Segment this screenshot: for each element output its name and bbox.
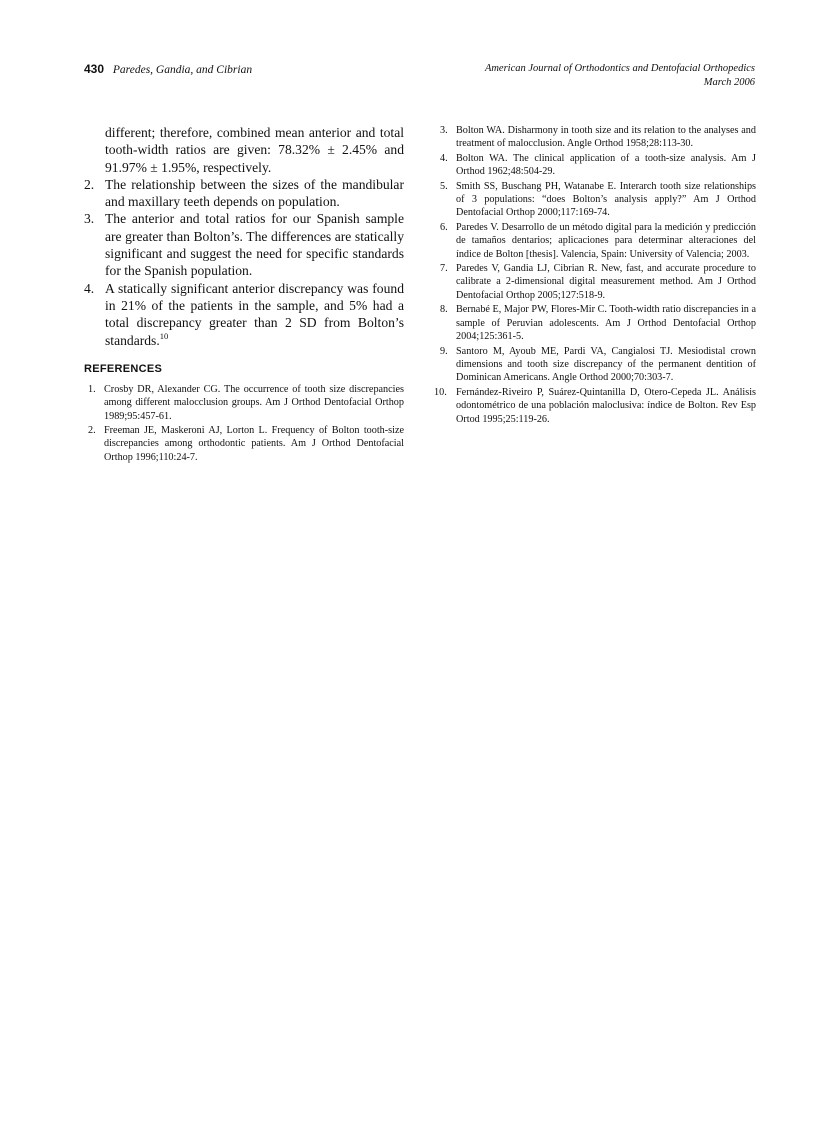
reference-item (436, 124, 756, 151)
reference-text: Freeman JE, Maskeroni AJ, Lorton L. Frequency of Bolton tooth-size discrepancies among orthodontic patients. Am J Orthod Dentofacial Orthop 1996;110:24-7. (104, 425, 404, 463)
running-head (84, 62, 755, 98)
conclusion-number: 3. (84, 211, 95, 227)
references-list-left (84, 383, 404, 464)
conclusion-number: 4. (84, 280, 95, 296)
reference-text: Paredes V. Desarrollo de un método digital para la medición y predicción de tamaños dentarios; aplicaciones para determinar alteraciones del índice de Bolton [thesis]. Valencia, Spain: University of Valencia; 2003. (456, 221, 756, 260)
reference-text: Bernabé E, Major PW, Flores-Mir C. Tooth-width ratio discrepancies in a sample of Peruvian adolescents. Am J Orthod Dentofacial Orthop 2004;125:361-5. (456, 304, 756, 343)
citation-superscript: 10 (159, 330, 169, 341)
reference-item (84, 383, 404, 423)
journal-title: American Journal of Orthodontics and Dentofacial Orthopedics (484, 63, 755, 74)
reference-number: 5. (440, 180, 448, 192)
running-head-right (485, 62, 755, 90)
conclusion-text: The anterior and total ratios for our Spanish sample are greater than Bolton’s. The differences are statically significant and suggest the need for specific standards for the Spanish population. (105, 211, 404, 279)
reference-text: Santoro M, Ayoub ME, Pardi VA, Cangialosi TJ. Mesiodistal crown dimensions and tooth size discrepancy of the permanent dentition of Dominican Americans. Angle Orthod 2000;70:303-7. (456, 345, 756, 384)
reference-text: Smith SS, Buschang PH, Watanabe E. Interarch tooth size relationships of 3 populations: “does Bolton’s analysis apply?” Am J Orthod Dentofacial Orthop 2000;117:169-74. (456, 180, 756, 219)
reference-number: 6. (440, 221, 448, 233)
running-head-left (84, 62, 252, 76)
reference-number: 3. (440, 125, 448, 136)
left-column (84, 124, 404, 465)
reference-item (436, 386, 756, 426)
conclusion-item (84, 280, 404, 349)
conclusion-text: A statically significant anterior discrepancy was found in 21% of the patients in the sample, and 5% had a total discrepancy greater than 2 SD from Bolton’s standards. (105, 280, 404, 348)
reference-number: 8. (440, 304, 448, 316)
reference-text: Crosby DR, Alexander CG. The occurrence of tooth size discrepancies among different malocclusion groups. Am J Orthod Dentofacial Orthop 1989;95:457-61. (104, 383, 404, 422)
running-head-authors: Paredes, Gandia, and Cibrian (112, 64, 253, 76)
reference-text: Bolton WA. The clinical application of a tooth-size analysis. Am J Orthod 1962;48:504-29. (456, 152, 756, 178)
conclusion-item (84, 210, 404, 279)
reference-number: 4. (440, 152, 448, 164)
reference-item (436, 180, 756, 220)
right-column (436, 124, 756, 427)
reference-number: 2. (88, 425, 96, 437)
reference-text: Fernández-Riveiro P, Suárez-Quintanilla D, Otero-Cepeda JL. Análisis odontométrico de una población maloclusiva: índice de Bolton. Rev Esp Ortod 1995;25:119-26. (456, 386, 756, 425)
reference-item (84, 424, 404, 464)
reference-item (436, 262, 756, 302)
reference-item (436, 221, 756, 261)
page-number: 430 (84, 62, 105, 76)
issue-date: March 2006 (703, 77, 755, 88)
references-list-right (436, 124, 756, 426)
conclusion-text: different; therefore, combined mean anterior and total tooth-width ratios are given: 78.32% ± 2.45% and 91.97% ± 1.95%, respectively. (105, 125, 404, 175)
reference-number: 1. (88, 383, 96, 395)
reference-text: Bolton WA. Disharmony in tooth size and its relation to the analyses and treatment of malocclusion. Angle Orthod 1958;28:113-30. (456, 125, 756, 150)
conclusion-number: 2. (84, 176, 95, 192)
reference-number: 9. (440, 345, 448, 357)
reference-number: 7. (440, 263, 448, 275)
conclusion-item (84, 176, 404, 211)
reference-text: Paredes V, Gandia LJ, Cibrian R. New, fast, and accurate procedure to calibrate a 2-dimensional digital measurement method. Am J Orthod Dentofacial Orthop 2005;127:518-9. (456, 263, 756, 301)
conclusion-item (84, 124, 404, 176)
conclusion-text: The relationship between the sizes of the mandibular and maxillary teeth depends on population. (105, 176, 404, 210)
reference-item (436, 345, 756, 385)
conclusions-list (84, 124, 404, 349)
reference-number: 10. (434, 386, 447, 398)
reference-item (436, 152, 756, 179)
reference-item (436, 303, 756, 343)
references-heading: REFERENCES (84, 362, 163, 375)
